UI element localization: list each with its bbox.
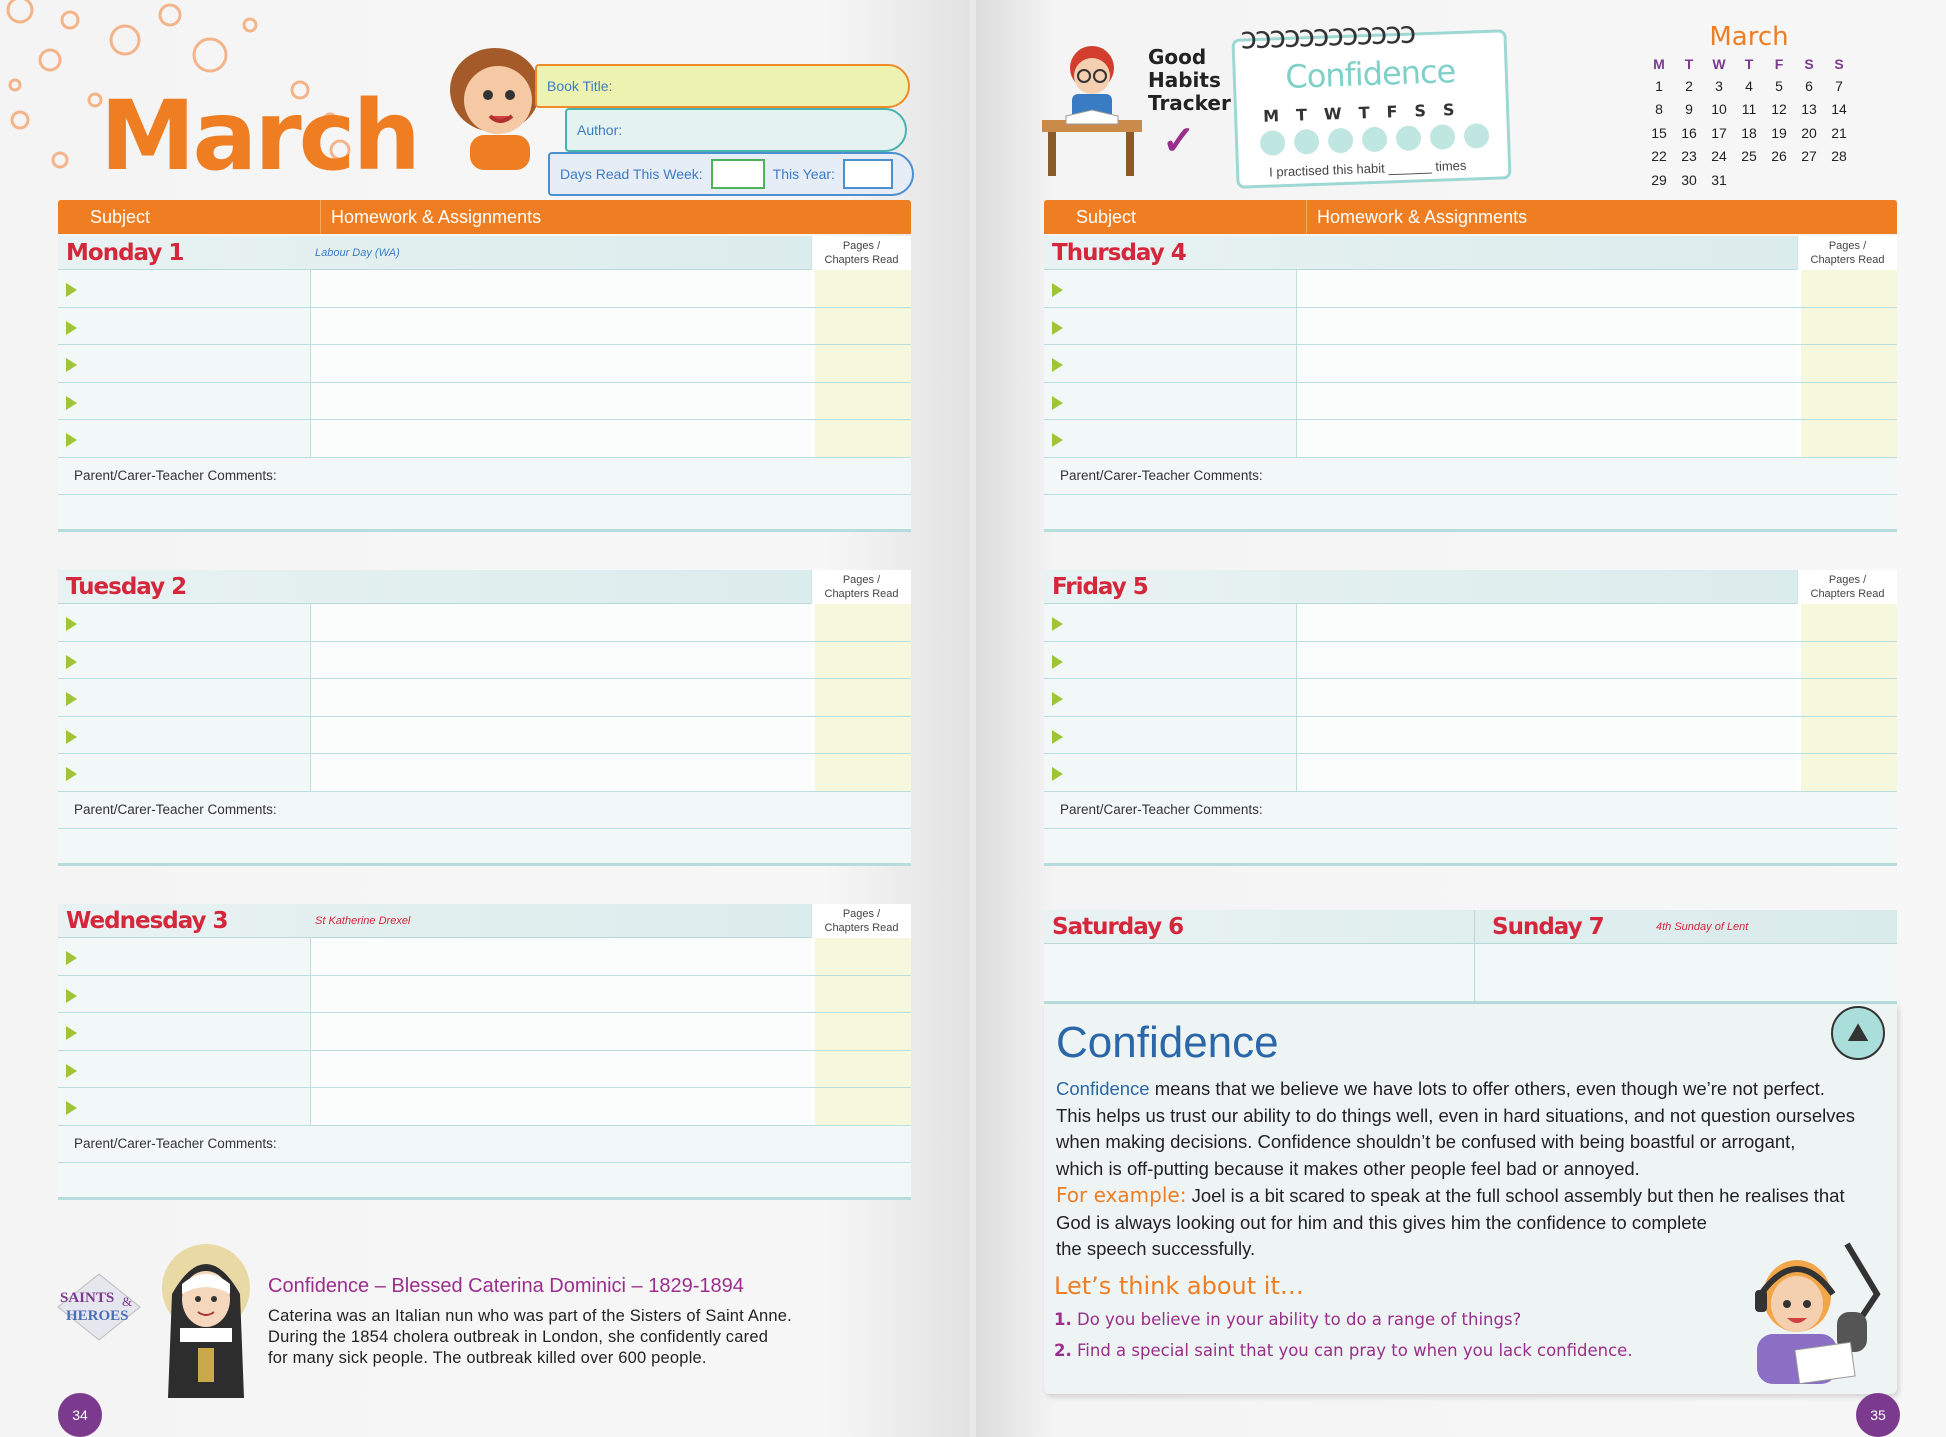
- saint-text-line: for many sick people. The outbreak killed over 600 people.: [268, 1349, 707, 1367]
- assignment-row: [58, 383, 911, 421]
- subject-cell[interactable]: [58, 308, 311, 345]
- subject-cell[interactable]: [58, 976, 311, 1013]
- day-name: Monday 1: [66, 239, 184, 266]
- subject-cell[interactable]: [58, 420, 311, 457]
- sunday-label: Sunday 7: [1492, 913, 1604, 940]
- assignment-row: [58, 976, 911, 1014]
- pages-read-cell[interactable]: [811, 754, 911, 791]
- homework-cell[interactable]: [311, 604, 811, 641]
- calendar-day: 28: [1831, 148, 1847, 165]
- habit-label-line: Good: [1148, 45, 1207, 69]
- calendar-day: 12: [1771, 101, 1787, 118]
- calendar-day: 21: [1831, 124, 1847, 141]
- homework-cell[interactable]: [311, 420, 811, 457]
- assignment-row: [58, 345, 911, 383]
- day-block: [1044, 570, 1897, 866]
- confidence-text-line: This helps us trust our ability to do things well, even in hard situations, and not question ourselves: [1056, 1104, 1856, 1126]
- assignment-row: [58, 754, 911, 792]
- comments-line[interactable]: [1044, 495, 1897, 529]
- pages-read-cell[interactable]: [811, 717, 911, 754]
- right-page: [976, 0, 1946, 1437]
- tracker-dot[interactable]: [1328, 128, 1354, 154]
- pages-header-line: Pages /: [842, 240, 881, 252]
- calendar-day: 22: [1651, 148, 1667, 165]
- calendar-day: 26: [1771, 148, 1787, 165]
- calendar-day: 30: [1681, 171, 1697, 188]
- pages-chapters-header: [1797, 236, 1897, 270]
- tracker-weekday: S: [1442, 100, 1455, 120]
- calendar-day: 15: [1651, 124, 1667, 141]
- subject-cell[interactable]: [58, 345, 311, 382]
- subject-cell[interactable]: [1044, 717, 1297, 754]
- days-read-label: Days Read This Week:: [560, 166, 703, 182]
- habit-label-line: Habits: [1148, 68, 1221, 92]
- calendar-day: [1764, 168, 1794, 192]
- comments-label: Parent/Carer-Teacher Comments:: [58, 458, 911, 496]
- calendar-day: 31: [1711, 171, 1727, 188]
- tracker-footer: [1269, 158, 1467, 180]
- row-arrow-icon: [1052, 655, 1063, 669]
- question-text: Find a special saint that you can pray to when you lack confidence.: [1077, 1341, 1633, 1360]
- saturday-label: Saturday 6: [1052, 913, 1184, 940]
- subject-cell[interactable]: [1044, 642, 1297, 679]
- confidence-text-line: when making decisions. Confidence shouldn’t be confused with being boastful or arrogant,: [1056, 1131, 1796, 1152]
- subject-cell[interactable]: [1044, 420, 1297, 457]
- svg-text:SAINTS: SAINTS: [60, 1290, 115, 1306]
- good-habits-tracker-label: [1148, 46, 1231, 115]
- comments-line[interactable]: [58, 495, 911, 529]
- day-name: Wednesday 3: [66, 907, 228, 934]
- row-arrow-icon: [66, 283, 77, 297]
- saint-description: [268, 1306, 848, 1369]
- subject-cell[interactable]: [1044, 383, 1297, 420]
- book-title-field[interactable]: [535, 64, 910, 108]
- row-arrow-icon: [66, 617, 77, 631]
- calendar-day: 16: [1681, 124, 1697, 141]
- assignment-row: [58, 938, 911, 976]
- confidence-panel: [1044, 1004, 1897, 1394]
- calendar-day: 1: [1655, 77, 1663, 94]
- homework-cell[interactable]: [1297, 383, 1797, 420]
- pages-header-line: Chapters Read: [1810, 254, 1885, 266]
- sunday-note: 4th Sunday of Lent: [1656, 920, 1749, 933]
- tracker-weekday: S: [1414, 101, 1427, 121]
- tracker-weekday: F: [1386, 102, 1398, 122]
- confidence-title: Confidence: [1056, 1018, 1279, 1067]
- calendar-day: 19: [1771, 124, 1787, 141]
- homework-cell[interactable]: [1297, 270, 1797, 307]
- homework-cell[interactable]: [1297, 642, 1797, 679]
- calendar-day: 14: [1831, 101, 1847, 118]
- row-arrow-icon: [66, 655, 77, 669]
- subject-cell[interactable]: [58, 604, 311, 641]
- tracker-weekday: T: [1295, 105, 1308, 125]
- assignment-row: [1044, 383, 1897, 421]
- row-arrow-icon: [66, 989, 77, 1003]
- row-arrow-icon: [66, 730, 77, 744]
- pages-read-cell[interactable]: [1797, 642, 1897, 679]
- subject-cell[interactable]: [58, 938, 311, 975]
- page-number: 34: [58, 1393, 102, 1437]
- assignment-row: [1044, 308, 1897, 346]
- subject-cell[interactable]: [58, 383, 311, 420]
- calendar-day: 9: [1685, 101, 1693, 118]
- homework-cell[interactable]: [1297, 754, 1797, 791]
- subject-cell[interactable]: [1044, 270, 1297, 307]
- day-block: [58, 570, 911, 866]
- calendar-weekday: S: [1834, 56, 1844, 72]
- calendar-day: 7: [1835, 77, 1843, 94]
- assignment-row: [58, 604, 911, 642]
- author-label: Author:: [577, 122, 623, 138]
- subject-cell[interactable]: [1044, 604, 1297, 641]
- assignment-row: [58, 679, 911, 717]
- studying-boy-illustration-icon: [1036, 40, 1146, 180]
- comments-label: Parent/Carer-Teacher Comments:: [1044, 792, 1897, 830]
- page-number: 35: [1856, 1393, 1900, 1437]
- table-header: [1044, 200, 1897, 234]
- homework-cell[interactable]: [1297, 717, 1797, 754]
- row-arrow-icon: [66, 358, 77, 372]
- saint-text-line: During the 1854 cholera outbreak in London, she confidently cared: [268, 1328, 769, 1346]
- subject-cell[interactable]: [1044, 345, 1297, 382]
- tracker-dot[interactable]: [1464, 123, 1490, 149]
- comments-label: Parent/Carer-Teacher Comments:: [58, 792, 911, 830]
- pages-header-line: Pages /: [1828, 574, 1867, 586]
- calendar-day: 10: [1711, 101, 1727, 118]
- subject-header: Subject: [90, 206, 151, 227]
- days-read-field: [548, 152, 914, 196]
- author-field[interactable]: [565, 108, 907, 152]
- book-title-label: Book Title:: [547, 78, 613, 94]
- subject-cell[interactable]: [1044, 754, 1297, 791]
- pages-read-cell[interactable]: [1797, 270, 1897, 307]
- day-name: Thursday 4: [1052, 239, 1186, 266]
- row-arrow-icon: [66, 396, 77, 410]
- row-arrow-icon: [1052, 358, 1063, 372]
- assignment-row: [58, 1051, 911, 1089]
- row-arrow-icon: [1052, 433, 1063, 447]
- pages-read-cell[interactable]: [1797, 754, 1897, 791]
- tracker-dot[interactable]: [1260, 130, 1286, 156]
- calendar-day: 27: [1801, 148, 1817, 165]
- tracker-footer-text: times: [1435, 157, 1467, 174]
- question-text: Do you believe in your ability to do a range of things?: [1077, 1310, 1522, 1329]
- day-block: [58, 904, 911, 1200]
- question-number: 1.: [1054, 1310, 1072, 1329]
- homework-cell[interactable]: [1297, 604, 1797, 641]
- calendar-day: 25: [1741, 148, 1757, 165]
- homework-cell[interactable]: [311, 345, 811, 382]
- pages-read-cell[interactable]: [811, 308, 911, 345]
- pages-chapters-header: [811, 904, 911, 938]
- subject-cell[interactable]: [58, 679, 311, 716]
- saint-caterina-illustration-icon: [158, 1244, 254, 1398]
- row-arrow-icon: [66, 767, 77, 781]
- calendar-day: [1794, 168, 1824, 192]
- calendar-weekday: T: [1684, 56, 1694, 72]
- svg-text:&: &: [122, 1294, 133, 1309]
- homework-cell[interactable]: [311, 976, 811, 1013]
- tracker-dot[interactable]: [1430, 124, 1456, 150]
- question-2: [1054, 1341, 1633, 1360]
- tracker-weekday: W: [1323, 104, 1342, 124]
- confidence-keyword: Confidence: [1056, 1078, 1150, 1099]
- pages-chapters-header: [811, 570, 911, 604]
- homework-cell[interactable]: [1297, 420, 1797, 457]
- row-arrow-icon: [1052, 692, 1063, 706]
- day-header: [58, 904, 911, 938]
- subject-header: Subject: [1076, 206, 1137, 227]
- calendar-day: 29: [1651, 171, 1667, 188]
- tracker-footer-blank[interactable]: ______: [1388, 158, 1432, 176]
- row-arrow-icon: [66, 1026, 77, 1040]
- pages-read-cell[interactable]: [811, 1013, 911, 1050]
- this-year-input[interactable]: [843, 159, 893, 189]
- assignment-row: [1044, 754, 1897, 792]
- comments-line[interactable]: [58, 1163, 911, 1197]
- day-header: [1044, 236, 1897, 270]
- day-header: [1044, 570, 1897, 604]
- calendar-weekday: M: [1653, 56, 1665, 72]
- row-arrow-icon: [66, 692, 77, 706]
- pages-read-cell[interactable]: [1797, 717, 1897, 754]
- assignment-row: [1044, 717, 1897, 755]
- pages-read-cell[interactable]: [1797, 308, 1897, 345]
- homework-cell[interactable]: [311, 1051, 811, 1088]
- calendar-day: 24: [1711, 148, 1727, 165]
- example-label: For example:: [1056, 1183, 1187, 1207]
- pages-read-cell[interactable]: [1797, 679, 1897, 716]
- calendar-day: 20: [1801, 124, 1817, 141]
- calendar-day: 18: [1741, 124, 1757, 141]
- homework-header: Homework & Assignments: [1306, 200, 1527, 234]
- subject-cell[interactable]: [58, 1051, 311, 1088]
- calendar-weekday: W: [1712, 56, 1726, 72]
- homework-cell[interactable]: [1297, 308, 1797, 345]
- calendar-day: 3: [1715, 77, 1723, 94]
- comments-line[interactable]: [1044, 829, 1897, 863]
- tracker-dot[interactable]: [1294, 129, 1320, 155]
- confidence-text-line: means that we believe we have lots to offer others, even though we’re not perfect.: [1149, 1078, 1825, 1099]
- confidence-text-line: which is off-putting because it makes other people feel bad or annoyed.: [1056, 1157, 1640, 1179]
- day-block: [1044, 236, 1897, 532]
- habit-label-line: Tracker: [1148, 91, 1231, 115]
- pages-header-line: Chapters Read: [824, 588, 899, 600]
- assignment-row: [58, 420, 911, 458]
- calendar-day: 2: [1685, 77, 1693, 94]
- tracker-weekday: T: [1358, 103, 1370, 123]
- mini-calendar: [1644, 22, 1854, 192]
- row-arrow-icon: [1052, 321, 1063, 335]
- assignment-row: [58, 1088, 911, 1126]
- row-arrow-icon: [1052, 396, 1063, 410]
- day-note: St Katherine Drexel: [315, 914, 411, 927]
- example-text-line: Joel is a bit scared to speak at the full school assembly but then he realises that: [1186, 1185, 1845, 1206]
- spiral-binding-icon: ↄↄↄↄↄↄↄↄↄↄↄↄ: [1239, 15, 1415, 57]
- homework-cell[interactable]: [311, 308, 811, 345]
- day-note: Labour Day (WA): [315, 246, 400, 259]
- checkmark-icon: ✓: [1162, 119, 1196, 163]
- assignment-row: [1044, 270, 1897, 308]
- row-arrow-icon: [66, 1101, 77, 1115]
- tracker-dot[interactable]: [1362, 126, 1388, 152]
- tracker-weekdays: [1263, 100, 1455, 126]
- calendar-day: 6: [1805, 77, 1813, 94]
- calendar-grid: [1644, 54, 1854, 192]
- calendar-day: [1824, 168, 1854, 192]
- pages-read-cell[interactable]: [811, 938, 911, 975]
- day-header: [58, 570, 911, 604]
- calendar-day: 17: [1711, 124, 1727, 141]
- calendar-day: 11: [1741, 101, 1757, 118]
- row-arrow-icon: [66, 1064, 77, 1078]
- day-header: [58, 236, 911, 270]
- weekend-divider: [1474, 910, 1475, 1001]
- tracker-dots: [1260, 123, 1490, 156]
- pages-read-cell[interactable]: [1797, 420, 1897, 457]
- comments-label: Parent/Carer-Teacher Comments:: [58, 1126, 911, 1164]
- pages-read-cell[interactable]: [811, 345, 911, 382]
- homework-header: Homework & Assignments: [320, 200, 541, 234]
- pages-read-cell[interactable]: [811, 1088, 911, 1125]
- pages-read-cell[interactable]: [811, 270, 911, 307]
- subject-cell[interactable]: [58, 754, 311, 791]
- pages-header-line: Pages /: [1828, 240, 1867, 252]
- saint-text-line: Caterina was an Italian nun who was part of the Sisters of Saint Anne.: [268, 1307, 792, 1325]
- pages-read-cell[interactable]: [811, 1051, 911, 1088]
- table-header: [58, 200, 911, 234]
- homework-cell[interactable]: [311, 754, 811, 791]
- day-block: [58, 236, 911, 532]
- svg-text:HEROES: HEROES: [66, 1308, 129, 1324]
- pages-header-line: Pages /: [842, 574, 881, 586]
- homework-cell[interactable]: [311, 383, 811, 420]
- question-1: [1054, 1310, 1521, 1329]
- row-arrow-icon: [1052, 767, 1063, 781]
- subject-cell[interactable]: [58, 642, 311, 679]
- podcast-girl-illustration-icon: [1737, 1234, 1887, 1384]
- subject-cell[interactable]: [58, 1088, 311, 1125]
- pages-read-cell[interactable]: [811, 383, 911, 420]
- row-arrow-icon: [1052, 617, 1063, 631]
- calendar-day: 4: [1745, 77, 1753, 94]
- assignment-row: [1044, 604, 1897, 642]
- days-read-input[interactable]: [711, 159, 765, 189]
- pages-read-cell[interactable]: [1797, 345, 1897, 382]
- tracker-dot[interactable]: [1396, 125, 1422, 151]
- homework-cell[interactable]: [311, 938, 811, 975]
- assignment-row: [58, 270, 911, 308]
- subject-cell[interactable]: [1044, 308, 1297, 345]
- calendar-day: 8: [1655, 101, 1663, 118]
- pages-header-line: Chapters Read: [824, 922, 899, 934]
- weekend-block: [1044, 910, 1897, 1004]
- weekend-header: [1044, 910, 1897, 944]
- month-title: March: [100, 80, 418, 192]
- row-arrow-icon: [66, 433, 77, 447]
- calendar-day: [1734, 168, 1764, 192]
- assignment-row: [1044, 345, 1897, 383]
- pages-read-cell[interactable]: [1797, 604, 1897, 641]
- pages-read-cell[interactable]: [1797, 383, 1897, 420]
- calendar-weekday: F: [1774, 56, 1784, 72]
- example-text-line: the speech successfully.: [1056, 1238, 1256, 1259]
- pages-header-line: Chapters Read: [824, 254, 899, 266]
- homework-cell[interactable]: [311, 717, 811, 754]
- assignment-row: [1044, 642, 1897, 680]
- saints-heroes-logo-icon: [56, 1272, 142, 1342]
- day-name: Friday 5: [1052, 573, 1148, 600]
- pages-read-cell[interactable]: [811, 642, 911, 679]
- subject-cell[interactable]: [58, 270, 311, 307]
- homework-cell[interactable]: [1297, 345, 1797, 382]
- homework-cell[interactable]: [311, 642, 811, 679]
- habit-tracker-card: [1231, 15, 1511, 189]
- assignment-row: [58, 642, 911, 680]
- this-year-label: This Year:: [772, 166, 835, 182]
- pages-chapters-header: [811, 236, 911, 270]
- calendar-day: 23: [1681, 148, 1697, 165]
- assignment-row: [58, 308, 911, 346]
- pages-read-cell[interactable]: [811, 976, 911, 1013]
- pages-chapters-header: [1797, 570, 1897, 604]
- pages-read-cell[interactable]: [811, 604, 911, 641]
- subject-cell[interactable]: [1044, 679, 1297, 716]
- homework-cell[interactable]: [311, 679, 811, 716]
- pages-read-cell[interactable]: [811, 679, 911, 716]
- calendar-weekday: S: [1804, 56, 1814, 72]
- assignment-row: [1044, 679, 1897, 717]
- reading-boy-illustration-icon: [440, 40, 550, 170]
- homework-cell[interactable]: [1297, 679, 1797, 716]
- comments-label: Parent/Carer-Teacher Comments:: [1044, 458, 1897, 496]
- tracker-footer-text: I practised this habit: [1268, 160, 1385, 180]
- subject-cell[interactable]: [58, 1013, 311, 1050]
- tracker-title: Confidence: [1284, 52, 1456, 96]
- calendar-day: 5: [1775, 77, 1783, 94]
- left-page: [0, 0, 970, 1437]
- pages-header-line: Pages /: [842, 908, 881, 920]
- subject-cell[interactable]: [58, 717, 311, 754]
- mountain-badge-icon: ⛰: [1831, 1006, 1885, 1060]
- homework-cell[interactable]: [311, 1088, 811, 1125]
- assignment-row: [58, 1013, 911, 1051]
- calendar-day: 13: [1801, 101, 1817, 118]
- row-arrow-icon: [66, 951, 77, 965]
- row-arrow-icon: [1052, 730, 1063, 744]
- row-arrow-icon: [66, 321, 77, 335]
- comments-line[interactable]: [58, 829, 911, 863]
- think-about-it-title: Let’s think about it…: [1054, 1272, 1304, 1300]
- day-name: Tuesday 2: [66, 573, 187, 600]
- saint-title: Confidence – Blessed Caterina Dominici – 1829-1894: [268, 1275, 744, 1297]
- calendar-weekday: T: [1744, 56, 1754, 72]
- example-text-line: God is always looking out for him and this gives him the confidence to complete: [1056, 1211, 1707, 1233]
- pages-read-cell[interactable]: [811, 420, 911, 457]
- row-arrow-icon: [1052, 283, 1063, 297]
- pages-header-line: Chapters Read: [1810, 588, 1885, 600]
- homework-cell[interactable]: [311, 270, 811, 307]
- question-number: 2.: [1054, 1341, 1072, 1360]
- calendar-month: March: [1709, 22, 1789, 52]
- tracker-weekday: M: [1262, 106, 1280, 126]
- assignment-row: [1044, 420, 1897, 458]
- homework-cell[interactable]: [311, 1013, 811, 1050]
- assignment-row: [58, 717, 911, 755]
